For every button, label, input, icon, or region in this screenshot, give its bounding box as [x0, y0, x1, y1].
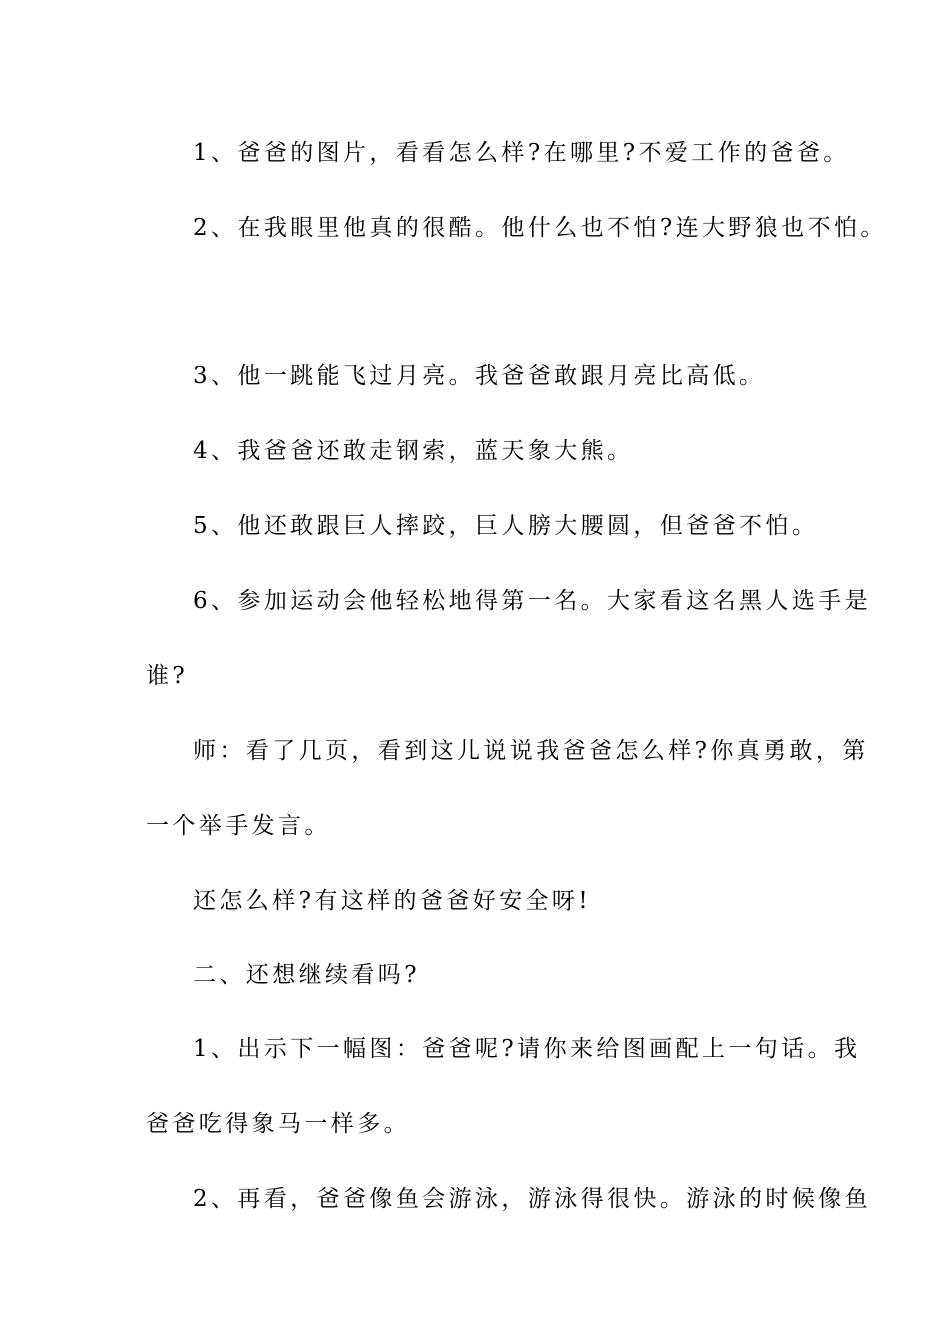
paragraph-line: 1、出示下一幅图：爸爸呢?请你来给图画配上一句话。我	[193, 1036, 861, 1062]
paragraph-line: 师：看了几页，看到这儿说说我爸爸怎么样?你真勇敢，第	[193, 738, 869, 764]
paragraph-line: 1、爸爸的图片，看看怎么样?在哪里?不爱工作的爸爸。	[193, 140, 850, 166]
paragraph-line: 2、在我眼里他真的很酷。他什么也不怕?连大野狼也不怕。	[193, 215, 887, 241]
section-heading: 二、还想继续看吗?	[193, 962, 420, 988]
paragraph-line: 5、他还敢跟巨人摔跤，巨人膀大腰圆，但爸爸不怕。	[193, 513, 819, 539]
paragraph-line: 爸爸吃得象马一样多。	[146, 1111, 410, 1137]
paragraph-line: 3、他一跳能飞过月亮。我爸爸敢跟月亮比高低。	[193, 363, 766, 389]
paragraph-line: 一个举手发言。	[146, 813, 331, 839]
paragraph-line: 4、我爸爸还敢走钢索，蓝天象大熊。	[193, 438, 634, 464]
paragraph-line: 谁?	[146, 663, 189, 689]
paragraph-line: 还怎么样?有这样的爸爸好安全呀!	[193, 888, 591, 914]
paragraph-line: 2、再看，爸爸像鱼会游泳，游泳得很快。游泳的时候像鱼	[193, 1186, 872, 1212]
paragraph-line: 6、参加运动会他轻松地得第一名。大家看这名黑人选手是	[193, 588, 872, 614]
